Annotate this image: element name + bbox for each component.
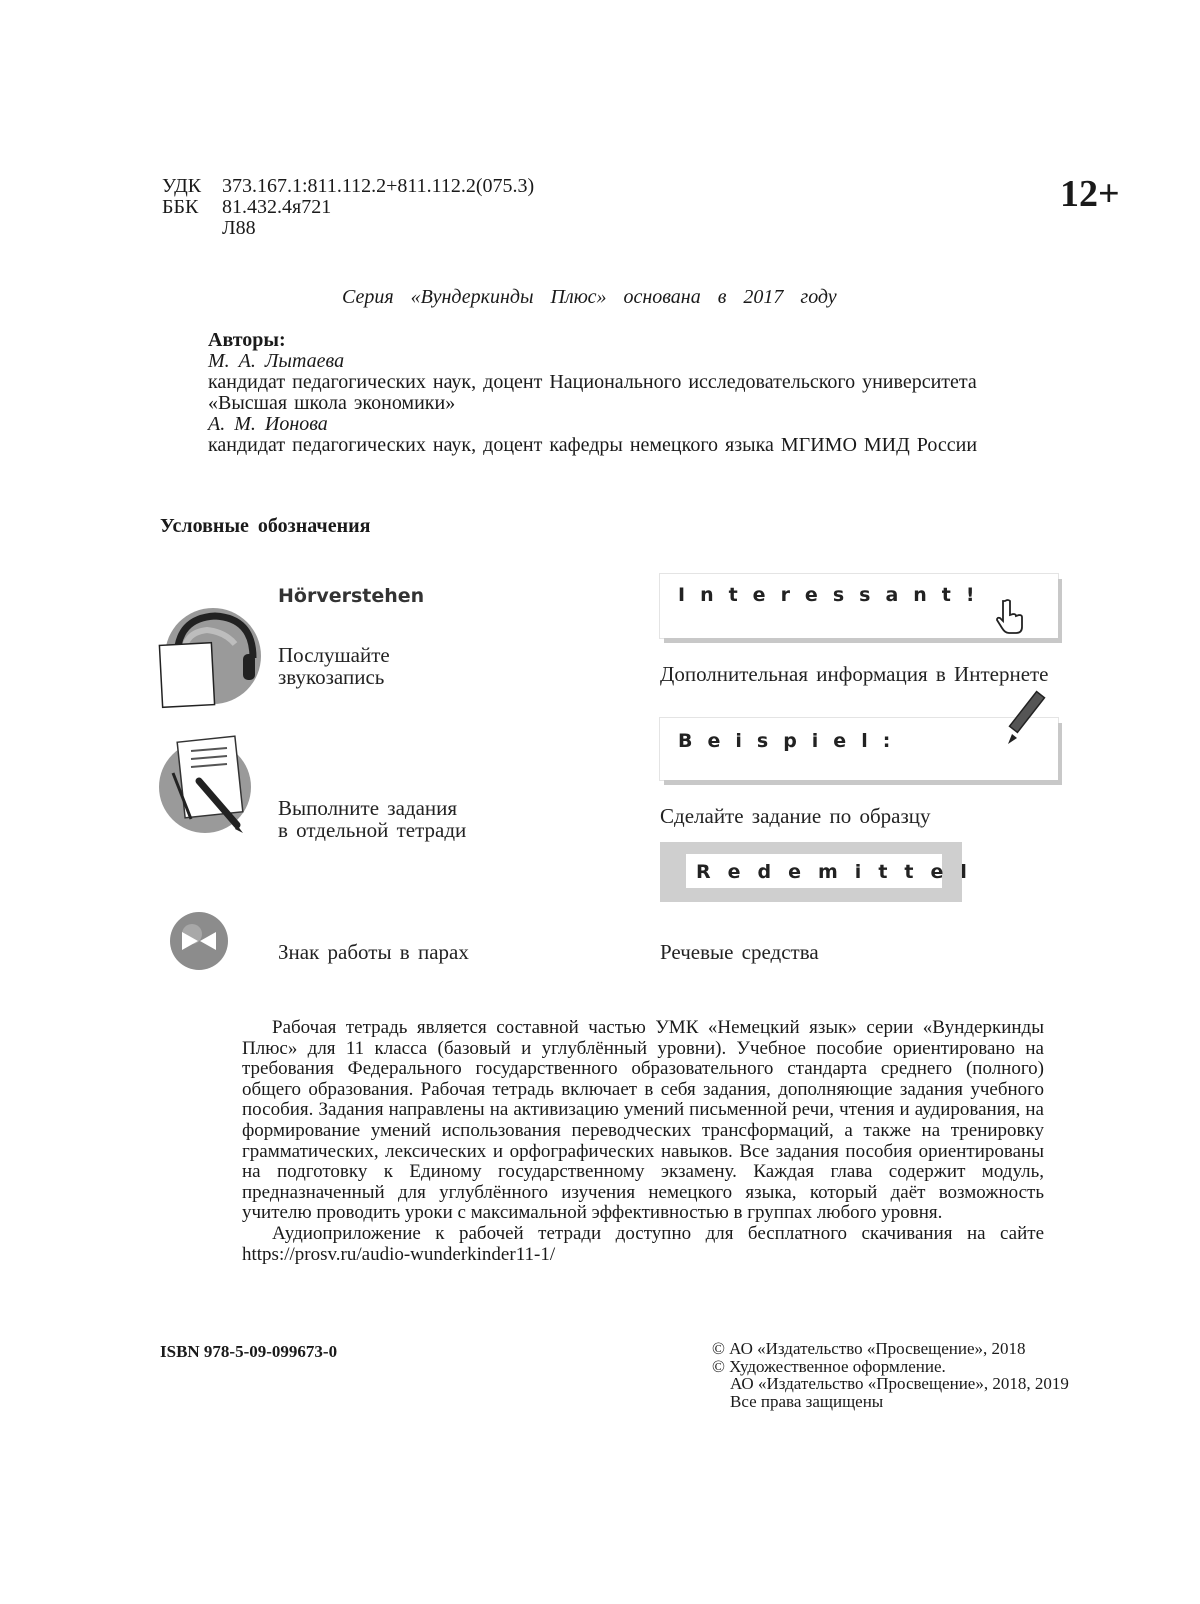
beispiel-box xyxy=(660,718,1058,780)
redemittel-box xyxy=(660,842,984,902)
udk-row xyxy=(162,176,534,197)
series-line: Серия «Вундеркинды Плюс» основана в 2017 году xyxy=(342,286,837,308)
audio-paragraph: Аудиоприложение к рабочей тетради доступно для бесплатного скачивания на сайте https://prosv.ru/audio-wunderkinder11-1/ xyxy=(242,1222,1044,1265)
author-mark: Л88 xyxy=(222,217,256,239)
bbk-row xyxy=(162,197,534,218)
listening-description: Послушайте звукозапись xyxy=(278,643,390,689)
beispiel-label: Beispiel: xyxy=(678,730,906,752)
author-description: кандидат педагогических наук, доцент кафедры немецкого языка МГИМО МИД России xyxy=(208,434,978,456)
isbn: ISBN 978-5-09-099673-0 xyxy=(160,1342,338,1361)
hand-cursor-icon xyxy=(996,598,1024,634)
redemittel-label: Redemittel xyxy=(696,861,984,883)
bbk-label: ББК xyxy=(162,196,199,218)
age-rating: 12+ xyxy=(1060,173,1120,215)
legend-title: Условные обозначения xyxy=(160,515,371,537)
interessant-description: Дополнительная информация в Интернете xyxy=(660,662,1049,686)
author-mark-row xyxy=(162,218,534,239)
interessant-box xyxy=(660,574,1058,638)
beispiel-description: Сделайте задание по образцу xyxy=(660,804,931,828)
description-block xyxy=(242,1018,1044,1265)
authors-title: Авторы: xyxy=(208,329,286,351)
headphones-icon xyxy=(155,598,265,710)
notebook-pen-icon xyxy=(155,733,255,837)
description-paragraph: Рабочая тетрадь является составной частью УМК «Немецкий язык» серии «Вундеркинды Плюс» для 11 класса (базовый и углублённый уровни). Учебное пособие ориентировано на требования Федерального государственного образовательного стандарта среднего (полного) общего образования. Рабочая тетрадь включает в себя задания, дополняющие задания учебного пособия. Задания направлены на активизацию умений письменной речи, чтения и аудирования, на формирование умений использования переводческих трансформаций, а также на тренировку грамматических, лексических и орфографических навыков. Все задания пособия ориентированы на подготовку к Единому государственному экзамену. Каждая глава содержит модуль, предназначенный для углублённого изучения немецкого языка, который даёт возможность учителю проводить уроки с максимальной эффективностью в группах любого уровня. xyxy=(242,1017,1044,1224)
copyright-block xyxy=(712,1340,1069,1410)
author-name: М. А. Лытаева xyxy=(208,350,345,372)
pairs-description: Знак работы в парах xyxy=(278,940,469,964)
classification-block xyxy=(162,176,534,239)
interessant-label: Interessant! xyxy=(678,584,990,606)
bbk-value: 81.432.4я721 xyxy=(222,196,332,218)
authors-block xyxy=(208,330,977,456)
copyright-line: © АО «Издательство «Просвещение», 2018 xyxy=(712,1339,1026,1358)
copyright-line: © Художественное оформление. xyxy=(712,1356,946,1376)
pair-work-icon xyxy=(168,910,230,972)
notebook-description: Выполните задания в отдельной тетради xyxy=(278,796,467,842)
copyright-line: АО «Издательство «Просвещение», 2018, 2019 xyxy=(730,1374,1069,1393)
copyright-line: Все права защищены xyxy=(730,1391,884,1411)
author-name: А. М. Ионова xyxy=(208,413,328,435)
redemittel-description: Речевые средства xyxy=(660,940,819,964)
listening-label: Hörverstehen xyxy=(278,585,425,607)
udk-value: 373.167.1:811.112.2+811.112.2(075.3) xyxy=(222,175,535,197)
udk-label: УДК xyxy=(162,175,202,197)
author-description: кандидат педагогических наук, доцент Национального исследовательского университета xyxy=(208,371,977,393)
pencil-icon xyxy=(1004,690,1050,746)
author-description: «Высшая школа экономики» xyxy=(208,392,456,414)
